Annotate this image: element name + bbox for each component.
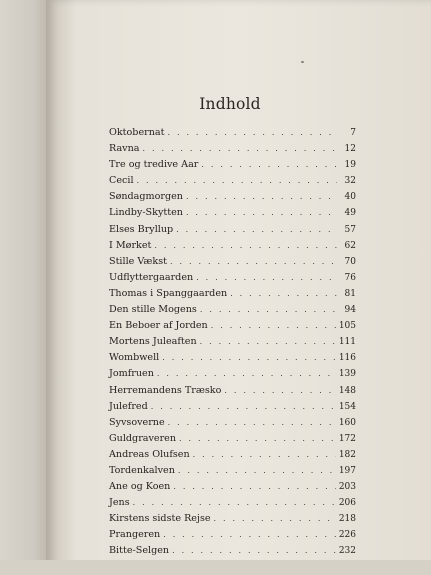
toc-entry	[109, 240, 356, 256]
toc-entry-title: Jomfruen	[109, 368, 154, 380]
toc-entry-page: 62	[344, 240, 356, 251]
toc-entry-title: Mortens Juleaften	[109, 336, 197, 348]
toc-entry-page: 111	[338, 337, 356, 348]
toc-entry-title: Cecil	[109, 175, 134, 187]
toc-entry	[109, 336, 356, 352]
toc-entry	[109, 207, 356, 223]
toc-entry-title: Stille Vækst	[109, 255, 168, 267]
toc-entry-page: 182	[338, 449, 356, 460]
dot-leader	[178, 466, 336, 475]
toc-entry	[109, 256, 356, 272]
dot-leader	[200, 305, 337, 314]
toc-entry	[109, 159, 356, 175]
dot-leader	[167, 128, 337, 137]
left-page-edge	[0, 0, 48, 575]
dot-leader	[214, 514, 336, 523]
toc-entry	[109, 481, 356, 497]
toc-entry-title: Kirstens sidste Rejse	[109, 513, 211, 525]
toc-entry-title: Herremandens Træsko	[109, 384, 222, 396]
dot-leader	[196, 273, 337, 282]
toc-entry-page: 160	[338, 417, 356, 428]
dot-leader	[224, 386, 335, 395]
toc-entry-page: 172	[338, 433, 356, 444]
toc-entry-title: Lindby-Skytten	[109, 207, 183, 219]
toc-entry-title: Oktobernat	[109, 127, 165, 138]
toc-entry-title: Wombwell	[109, 352, 160, 364]
toc-entry	[109, 304, 356, 320]
toc-entry-title: Tre og tredive Aar	[109, 159, 199, 171]
toc-entry-title: Ane og Koen	[109, 481, 171, 493]
toc-entry-page: 81	[344, 288, 356, 299]
toc-entry	[109, 433, 356, 449]
dot-leader	[230, 289, 337, 298]
dot-leader	[211, 321, 336, 330]
dot-leader	[151, 402, 336, 411]
dot-leader	[201, 160, 337, 169]
toc-entry-page: 32	[344, 176, 356, 187]
toc-entry	[109, 127, 356, 143]
dot-leader	[200, 337, 336, 346]
toc-entry-title: Andreas Olufsen	[109, 448, 190, 460]
toc-entry	[109, 449, 356, 465]
toc-entry-page: 139	[338, 369, 356, 380]
toc-entry-title: Elses Bryllup	[109, 223, 174, 235]
toc-entry-title: Søndagmorgen	[109, 191, 183, 203]
toc-entry-page: 218	[338, 514, 356, 525]
toc-entry-title: Jens	[109, 497, 130, 509]
toc-entry	[109, 191, 356, 207]
dot-leader	[162, 353, 336, 362]
dot-leader	[172, 546, 336, 555]
toc-entry-title: Tordenkalven	[109, 464, 175, 476]
toc-entry-page: 154	[338, 401, 356, 412]
dot-leader	[142, 144, 337, 153]
toc-entry-page: 116	[338, 353, 356, 364]
dot-leader	[186, 208, 337, 217]
toc-entry-page: 203	[338, 482, 356, 493]
toc-entry	[109, 497, 356, 513]
toc-entry-page: 105	[338, 321, 356, 332]
toc-entry	[109, 320, 356, 336]
page-bottom-edge	[0, 560, 431, 575]
toc-entry-title: Ravna	[109, 143, 140, 155]
toc-entry-title: I Mørket	[109, 239, 152, 251]
dot-leader	[170, 257, 337, 266]
toc-entry-page: 232	[338, 546, 356, 557]
toc-entry-page: 206	[338, 498, 356, 509]
toc-entry	[109, 401, 356, 417]
toc-entry	[109, 272, 356, 288]
toc-entry	[109, 465, 356, 481]
dot-leader	[133, 498, 336, 507]
dot-leader	[193, 450, 336, 459]
dot-leader	[179, 434, 336, 443]
toc-entry	[109, 417, 356, 433]
toc-entry-title: En Beboer af Jorden	[109, 320, 208, 332]
toc-entry-page: 40	[344, 192, 356, 203]
toc-entry	[109, 288, 356, 304]
toc-entry	[109, 385, 356, 401]
toc-entry	[109, 545, 356, 561]
toc-entry	[109, 368, 356, 384]
toc-entry-page: 7	[350, 128, 356, 138]
toc-entry-page: 197	[338, 465, 356, 476]
dot-leader	[154, 241, 337, 250]
toc-entry-title: Den stille Mogens	[109, 304, 197, 316]
toc-entry-title: Udflyttergaarden	[109, 271, 194, 283]
toc-entry-page: 49	[344, 208, 356, 219]
dot-leader	[163, 530, 336, 539]
toc-entry-title: Bitte-Selgen	[109, 545, 170, 557]
dot-leader	[173, 482, 335, 491]
paper-speck	[301, 61, 304, 63]
table-of-contents	[109, 127, 356, 562]
toc-entry-title: Julefred	[109, 400, 148, 412]
toc-entry-page: 76	[344, 272, 356, 283]
dot-leader	[176, 225, 337, 234]
toc-entry	[109, 175, 356, 191]
toc-entry-title: Syvsoverne	[109, 416, 165, 428]
toc-entry-page: 226	[338, 530, 356, 541]
toc-entry	[109, 224, 356, 240]
toc-entry-title: Guldgraveren	[109, 432, 177, 444]
toc-entry	[109, 143, 356, 159]
dot-leader	[157, 369, 336, 378]
toc-entry-page: 19	[344, 160, 356, 171]
toc-entry-page: 57	[344, 224, 356, 235]
dot-leader	[168, 418, 336, 427]
toc-entry-page: 70	[344, 256, 356, 267]
toc-entry-page: 12	[344, 144, 356, 155]
toc-entry-title: Prangeren	[109, 529, 161, 541]
toc-entry-page: 94	[344, 305, 356, 316]
toc-entry-title: Thomas i Spanggaarden	[109, 287, 228, 299]
toc-entry-page: 148	[338, 385, 356, 396]
dot-leader	[186, 192, 337, 201]
toc-entry	[109, 513, 356, 529]
toc-entry	[109, 352, 356, 368]
page-title: Indhold	[199, 95, 261, 113]
dot-leader	[137, 176, 337, 185]
toc-entry	[109, 529, 356, 545]
